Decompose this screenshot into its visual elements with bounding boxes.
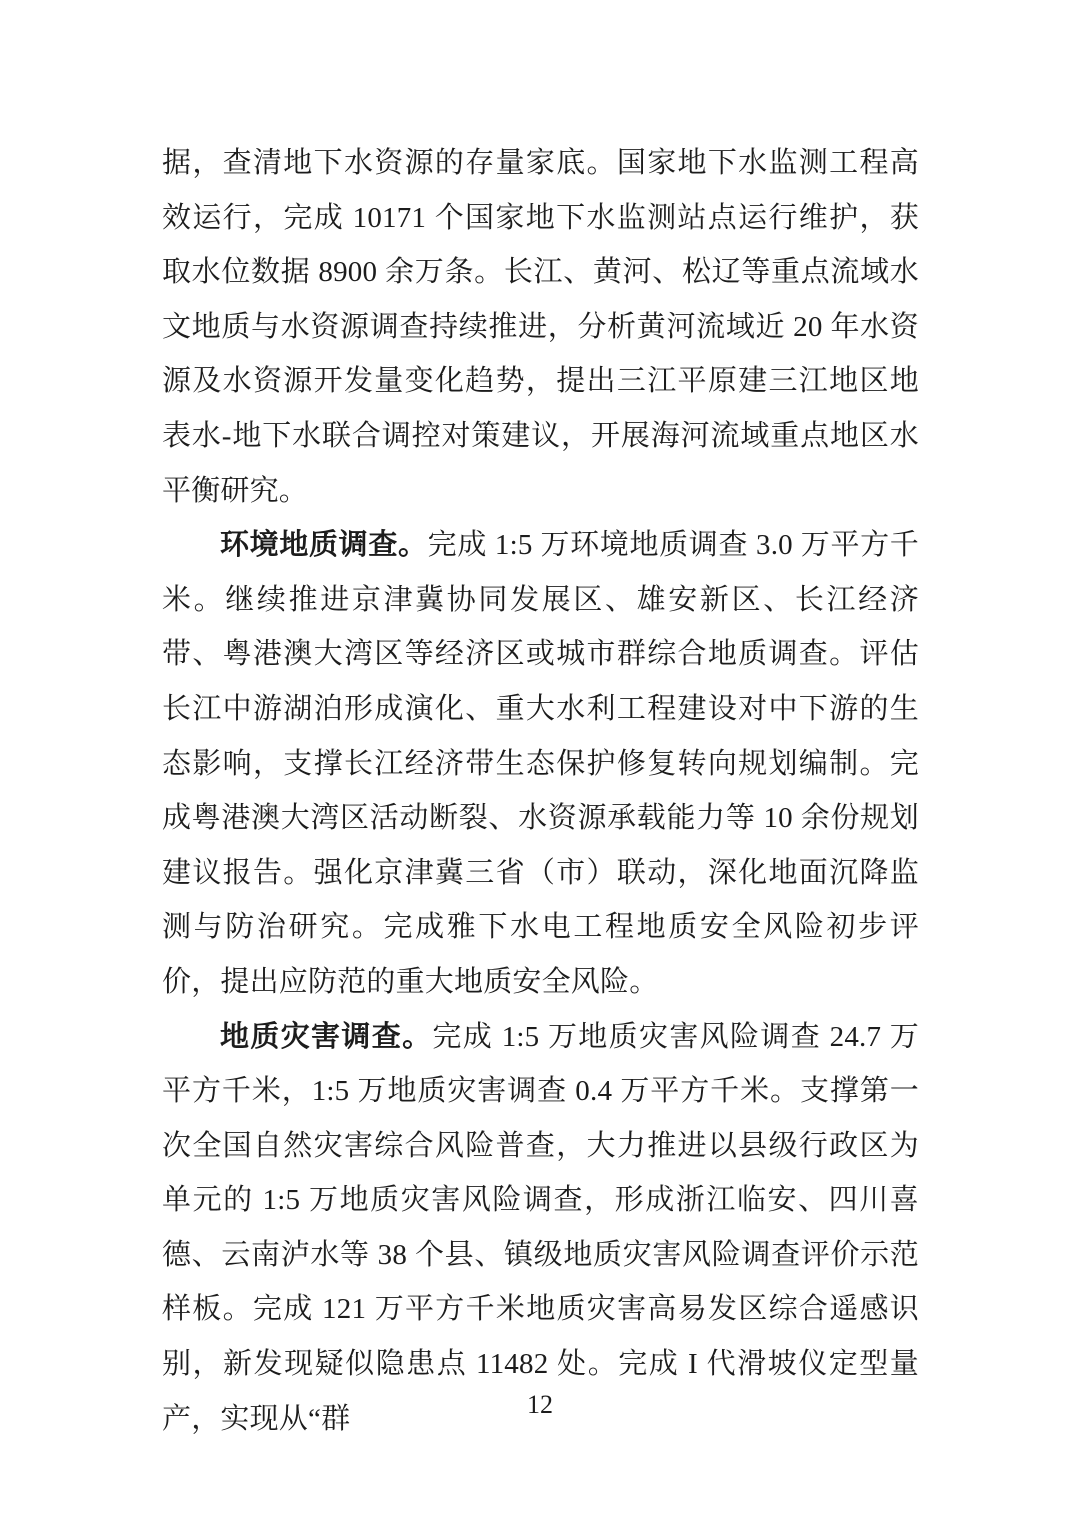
paragraph-environmental-geology xyxy=(162,518,919,1009)
page-content xyxy=(162,136,919,1446)
paragraph-text: 据，查清地下水资源的存量家底。国家地下水监测工程高效运行，完成 10171 个国家地下水监测站点运行维护，获取水位数据 8900 余万条。长江、黄河、松辽等重点流域水文地质与水资源调查持续推进，分析黄河流域近 20 年水资源及水资源开发量变化趋势，提出三江平原建三江地区地表水-地下水联合调控对策建议，开展海河流域重点地区水平衡研究。 xyxy=(162,147,919,507)
paragraph-heading: 环境地质调查。 xyxy=(220,529,428,562)
paragraph-heading: 地质灾害调查。 xyxy=(220,1020,433,1053)
paragraph-text: 完成 1:5 万地质灾害风险调查 24.7 万平方千米，1:5 万地质灾害调查 0.4 万平方千米。支撑第一次全国自然灾害综合风险普查，大力推进以县级行政区为单元的 1:5 万地质灾害风险调查，形成浙江临安、四川喜德、云南泸水等 38 个县、镇级地质灾害风险调查评价示范样板。完成 121 万平方千米地质灾害高易发区综合遥感识别，新发现疑似隐患点 11482 处。完成 I 代滑坡仪定型量产，实现从“群 xyxy=(162,1020,919,1435)
paragraph-geohazard-survey xyxy=(162,1010,919,1447)
page-number: 12 xyxy=(527,1390,553,1419)
paragraph-water-resources xyxy=(162,136,919,518)
paragraph-text: 完成 1:5 万环境地质调查 3.0 万平方千米。继续推进京津冀协同发展区、雄安新区、长江经济带、粤港澳大湾区等经济区或城市群综合地质调查。评估长江中游湖泊形成演化、重大水利工程建设对中下游的生态影响，支撑长江经济带生态保护修复转向规划编制。完成粤港澳大湾区活动断裂、水资源承载能力等 10 余份规划建议报告。强化京津冀三省（市）联动，深化地面沉降监测与防治研究。完成雅下水电工程地质安全风险初步评价，提出应防范的重大地质安全风险。 xyxy=(162,529,919,998)
